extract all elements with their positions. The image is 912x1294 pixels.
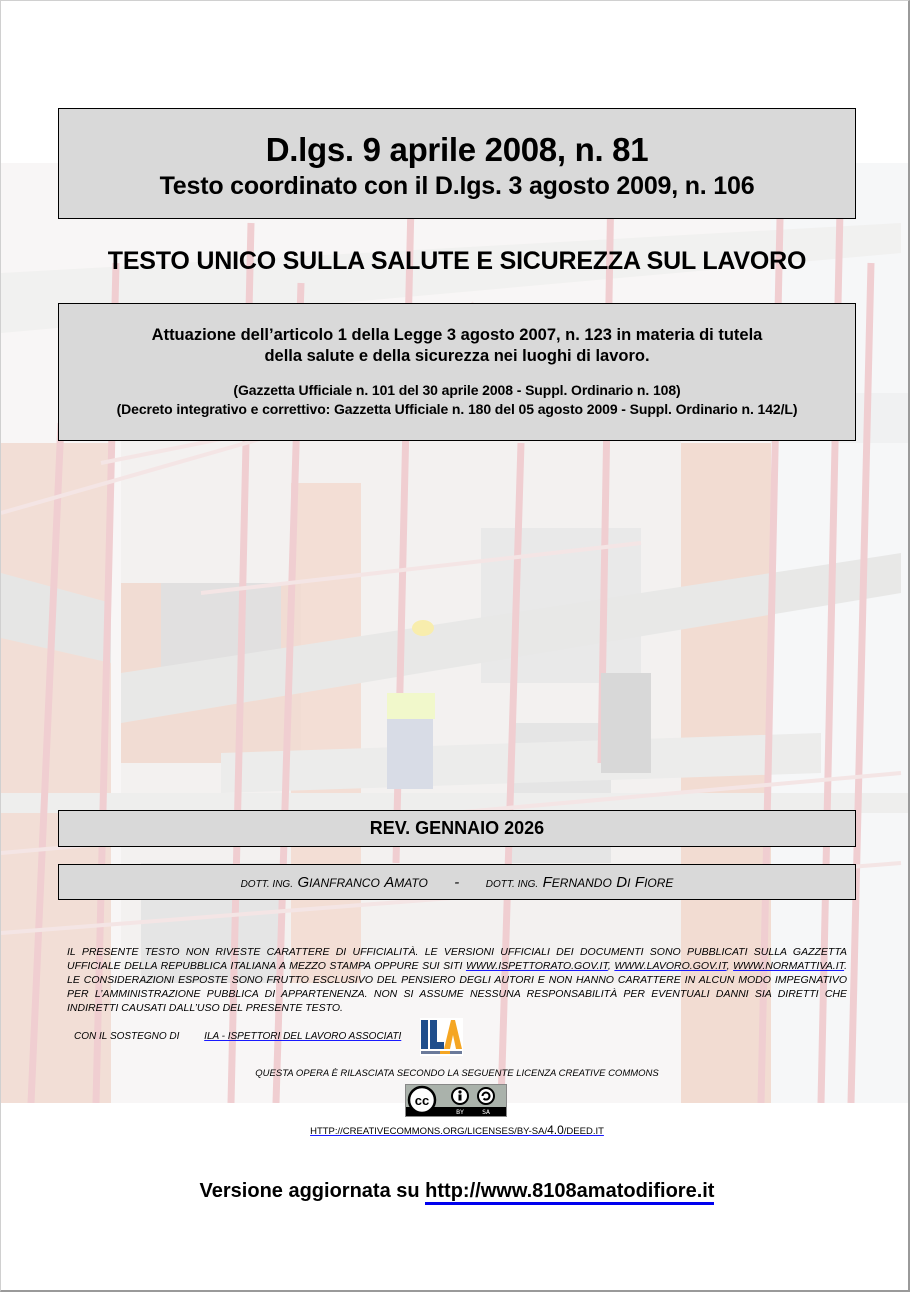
disclaimer-intro: IL PRESENTE TESTO NON RIVESTE CARATTERE DI UFFICIALITÀ. LE VERSIONI UFFICIALI DEI DOCUMENTI SONO PUBBLICATI SULLA GAZZETTA UFFICIALE DELLA REPUBBLICA ITALIANA A MEZZO STAMPA OPPURE SUI SITI bbox=[67, 946, 847, 972]
sponsor-label: CON IL SOSTEGNO DI bbox=[74, 1031, 180, 1042]
cc-license-link[interactable]: HTTP://CREATIVECOMMONS.ORG/LICENSES/BY-SA/4.0/DEED.IT bbox=[310, 1123, 604, 1137]
svg-text:SA: SA bbox=[482, 1108, 490, 1116]
authors-box bbox=[58, 864, 856, 900]
gazette-line-2: (Decreto integrativo e correttivo: Gazzetta Ufficiale n. 180 del 05 agosto 2009 - Suppl. Ordinario n. 142/L) bbox=[116, 401, 798, 417]
main-heading: TESTO UNICO SULLA SALUTE E SICUREZZA SUL LAVORO bbox=[107, 247, 807, 275]
ila-logo-icon[interactable] bbox=[420, 1018, 463, 1056]
title-box bbox=[58, 108, 856, 219]
website-link[interactable]: http://www.8108amatodifiore.it bbox=[425, 1180, 714, 1205]
author-2: DOTT. ING. FERNANDO DI FIORE bbox=[485, 874, 674, 891]
license-statement: QUESTA OPERA È RILASCIATA SECONDO LA SEGUENTE LICENZA CREATIVE COMMONS bbox=[255, 1068, 659, 1079]
sponsor-link-ila[interactable]: ILA - ISPETTORI DEL LAVORO ASSOCIATI bbox=[204, 1031, 402, 1042]
disclaimer-text: IL PRESENTE TESTO NON RIVESTE CARATTERE DI UFFICIALITÀ. LE VERSIONI UFFICIALI DEI DOCUMENTI SONO PUBBLICATI SULLA GAZZETTA UFFICIALE DELLA REPUBBLICA ITALIANA A MEZZO STAMPA OPPURE SUI SITI WWW.ISPETTORATO.GOV.IT, WWW.LAVORO.GOV.IT, WWW.NORMATTIVA.IT. LE CONSIDERAZIONI ESPOSTE SONO FRUTTO ESCLUSIVO DEL PENSIERO DEGLI AUTORI E NON HANNO CARATTERE IN ALCUN MODO IMPEGNATIVO PER L’AMMINISTRAZIONE PUBBLICA DI APPARTENENZA. NON SI ASSUME NESSUNA RESPONSABILITÀ PER EVENTUALI DANNI SIA DIRETTI CHE INDIRETTI CAUSATI DALL’USO DEL PRESENTE TESTO. bbox=[67, 946, 847, 1014]
svg-text:cc: cc bbox=[414, 1093, 430, 1108]
revision-box bbox=[58, 810, 856, 847]
gazette-line-1: (Gazzetta Ufficiale n. 101 del 30 aprile 2008 - Suppl. Ordinario n. 108) bbox=[233, 382, 681, 398]
gazette-references bbox=[59, 381, 855, 419]
link-ispettorato[interactable]: WWW.ISPETTORATO.GOV.IT bbox=[465, 960, 608, 972]
description-line-1: Attuazione dell’articolo 1 della Legge 3 agosto 2007, n. 123 in materia di tutela bbox=[151, 326, 763, 344]
decree-subtitle: Testo coordinato con il D.lgs. 3 agosto 2009, n. 106 bbox=[159, 172, 755, 200]
cc-by-sa-badge-icon[interactable] bbox=[405, 1084, 507, 1117]
description-box bbox=[58, 303, 856, 441]
cc-license-url bbox=[1, 1123, 910, 1137]
updated-version-line bbox=[1, 1180, 910, 1203]
svg-text:BY: BY bbox=[456, 1108, 464, 1116]
link-normattiva[interactable]: WWW.NORMATTIVA.IT bbox=[733, 960, 845, 972]
link-lavoro[interactable]: WWW.LAVORO.GOV.IT bbox=[614, 960, 727, 972]
disclaimer-outro: . LE CONSIDERAZIONI ESPOSTE SONO FRUTTO ESCLUSIVO DEL PENSIERO DEGLI AUTORI E NON HANNO CARATTERE IN ALCUN MODO IMPEGNATIVO PER L’AMMINISTRAZIONE PUBBLICA DI APPARTENENZA. NON SI ASSUME NESSUNA RESPONSABILITÀ PER EVENTUALI DANNI SIA DIRETTI CHE INDIRETTI CAUSATI DALL’USO DEL PRESENTE TESTO. bbox=[67, 960, 847, 1014]
decree-title: D.lgs. 9 aprile 2008, n. 81 bbox=[265, 131, 649, 168]
description-line-2: della salute e della sicurezza nei luoghi di lavoro. bbox=[264, 347, 650, 365]
sponsor-line bbox=[74, 1031, 401, 1042]
authors-separator: - bbox=[454, 874, 460, 891]
author-1: DOTT. ING. GIANFRANCO AMATO bbox=[240, 874, 428, 891]
updated-version-label: Versione aggiornata su bbox=[199, 1180, 420, 1202]
revision-label: REV. GENNAIO 2026 bbox=[369, 818, 545, 838]
description-text bbox=[59, 325, 855, 367]
